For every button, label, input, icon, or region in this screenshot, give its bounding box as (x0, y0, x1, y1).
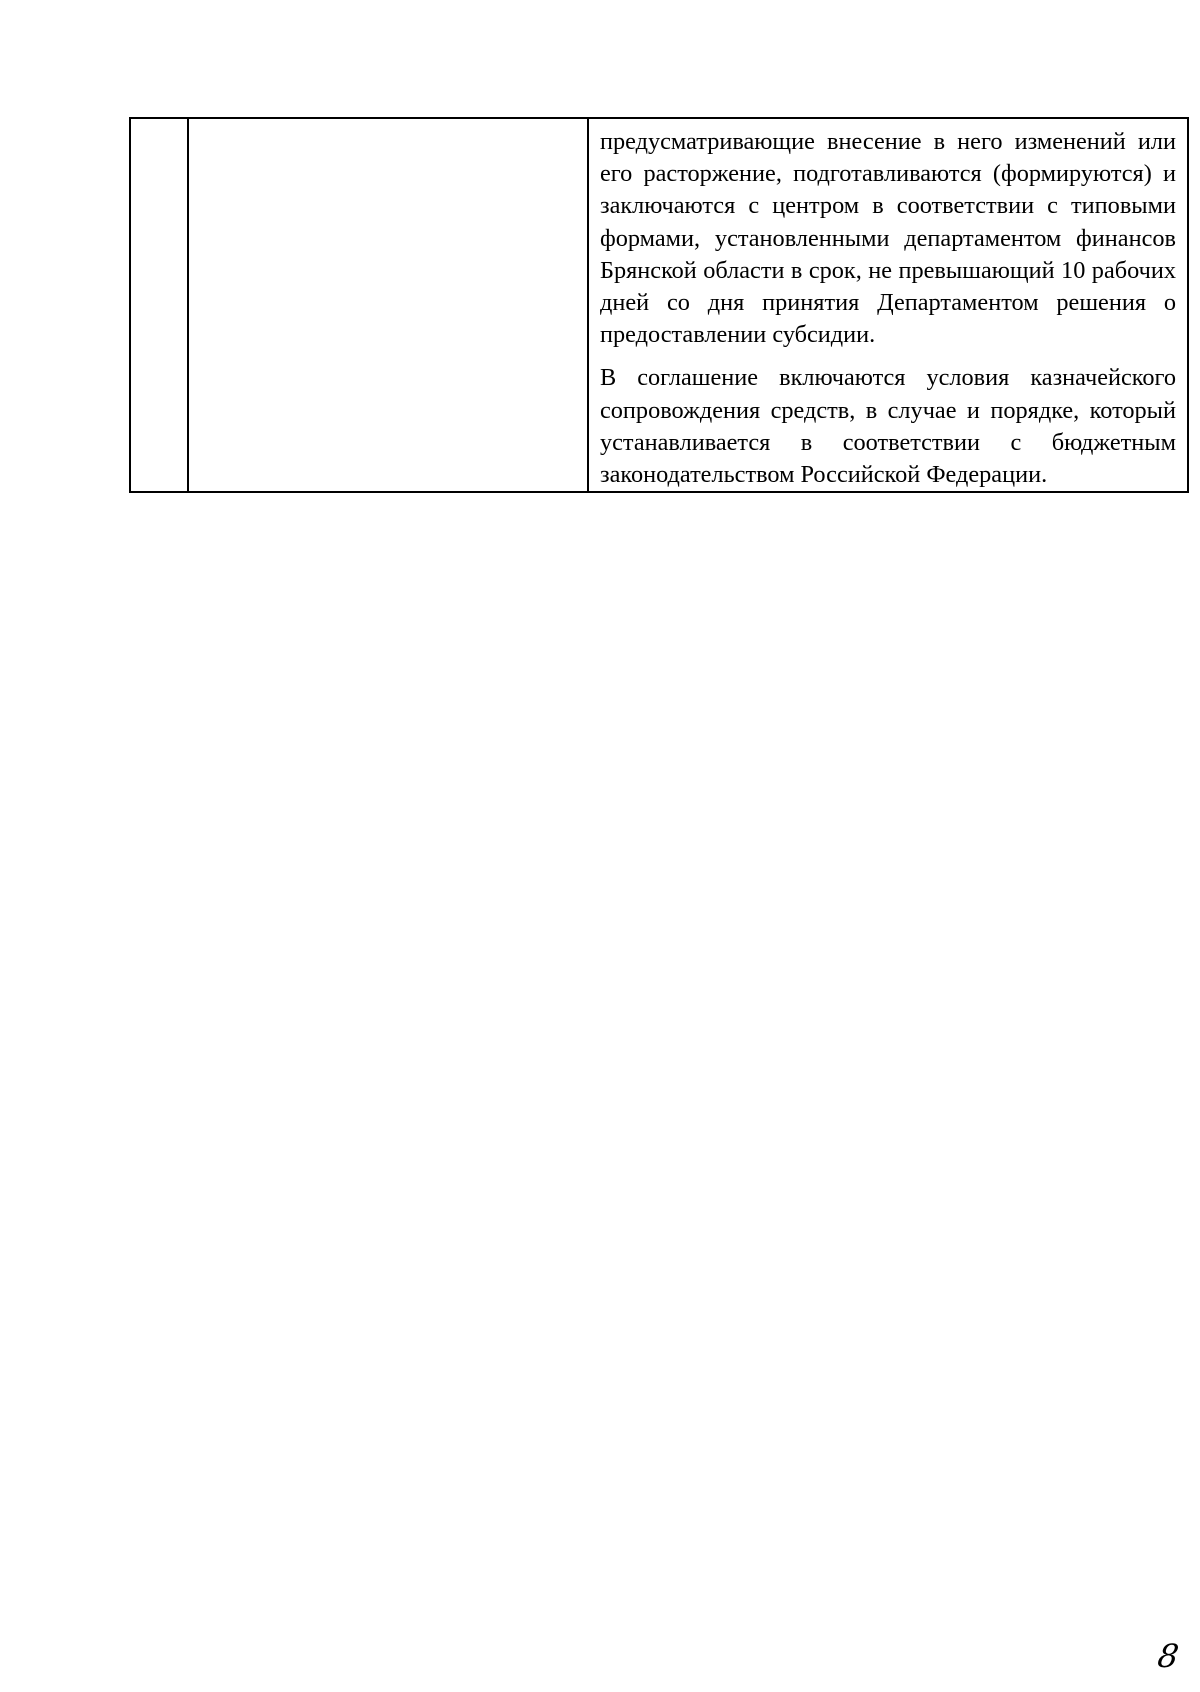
table-row (130, 118, 1188, 492)
text-cell (588, 118, 1188, 492)
page-number: 8 (1154, 1637, 1181, 1675)
paragraph-treasury-support: В соглашение включаются условия казначейского сопровождения средств, в случае и порядке, который устанавливается в соответствии с бюджетным законодательством Российской Федерации. (600, 364, 1176, 489)
name-cell (188, 118, 588, 492)
paragraph-agreement-terms: предусматривающие внесение в него изменений или его расторжение, подготавливаются (формируются) и заключаются с центром в соответствии с типовыми формами, установленными департаментом финансов Брянской области в срок, не превышающий 10 рабочих дней со дня принятия Департаментом решения о предоставлении субсидии. (600, 128, 1176, 349)
document-table (129, 117, 1189, 493)
number-cell (130, 118, 188, 492)
